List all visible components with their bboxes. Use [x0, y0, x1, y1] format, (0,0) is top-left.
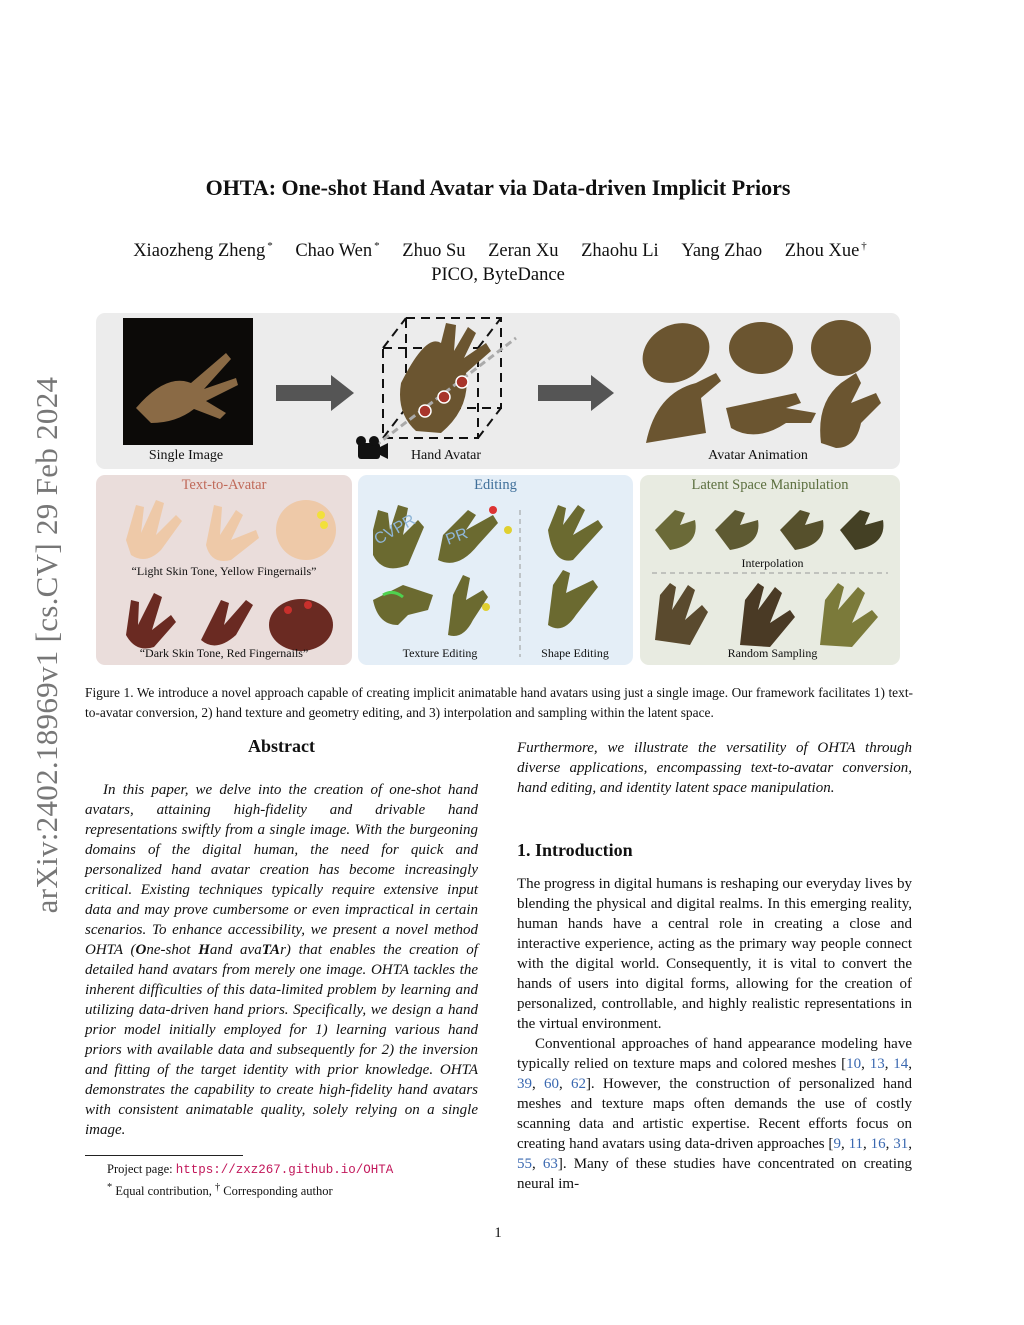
citation-link[interactable]: 16: [870, 1136, 886, 1152]
citation-link[interactable]: 13: [869, 1056, 885, 1072]
page-number: 1: [494, 1225, 502, 1241]
arxiv-sidebar: [18, 355, 76, 935]
citation-link[interactable]: 11: [848, 1136, 864, 1152]
intro-body: [517, 874, 912, 1194]
label-hand-avatar: Hand Avatar: [410, 448, 482, 463]
keypoint-dot: [438, 391, 450, 403]
citation-link[interactable]: 39: [517, 1076, 532, 1092]
author: Chao Wen *: [295, 240, 380, 261]
arrow-right-icon: [276, 375, 354, 411]
footnote: Project page: https://zxz267.github.io/OHTA * Equal contribution, † Corresponding author: [107, 1162, 394, 1199]
label-interpolation: Interpolation: [741, 556, 804, 570]
arrow-right-icon: [538, 375, 614, 411]
intro-heading: 1. Introduction: [517, 840, 633, 860]
label-shape-editing: Shape Editing: [541, 646, 609, 660]
keypoint-dot: [419, 405, 431, 417]
label-texture-editing: Texture Editing: [402, 646, 478, 660]
citation-link[interactable]: 14: [893, 1056, 909, 1072]
citation-link[interactable]: 10: [846, 1056, 862, 1072]
intro-paragraph-1: The progress in digital humans is reshaping our everyday lives by blending the physical and digital realms. In this emerging reality, human hands have a central role in creating a close and interactive experience, acting as the primary way people connect with the digital world. Consequently, it is vital to convert the hands of users into digital forms, allowing for the creation of personalized, controllable, and highly realistic representations in the virtual environment.: [517, 876, 912, 1032]
author: Zhuo Su: [402, 241, 466, 261]
author: Zhou Xue †: [784, 240, 867, 261]
author: Zhaohu Li: [581, 241, 659, 261]
citation-link[interactable]: 9: [833, 1136, 841, 1152]
project-link[interactable]: https://zxz267.github.io/OHTA: [175, 1163, 394, 1177]
text-to-avatar-title: Text-to-Avatar: [181, 477, 267, 493]
author: Zeran Xu: [488, 241, 559, 261]
editing-title: Editing: [474, 477, 517, 493]
label-avatar-animation: Avatar Animation: [708, 448, 808, 463]
author-list: [0, 240, 1000, 262]
citation-link[interactable]: 60: [543, 1076, 559, 1092]
keypoint-dot: [456, 376, 468, 388]
arxiv-id: arXiv:2402.18969v1 [cs.CV] 29 Feb 2024: [29, 376, 64, 914]
avatar-animation-hands: [632, 313, 881, 448]
citation-link[interactable]: 31: [893, 1136, 909, 1152]
prompt-light: “Light Skin Tone, Yellow Fingernails”: [131, 564, 317, 578]
author: Yang Zhao: [681, 241, 763, 261]
label-single-image: Single Image: [148, 448, 224, 463]
citation-link[interactable]: 62: [570, 1076, 586, 1092]
citation-link[interactable]: 55: [517, 1156, 532, 1172]
figure-caption: Figure 1. We introduce a novel approach capable of creating implicit animatable hand avatars using just a single image. Our framework facilitates 1) text-to-avatar conversion, 2) hand texture and geometry editing, and 3) interpolation and sampling within the latent space.: [85, 685, 913, 720]
abstract-heading: Abstract: [248, 736, 315, 756]
label-random-sampling: Random Sampling: [727, 646, 818, 660]
figure-top-graphics: [96, 313, 900, 469]
prompt-dark: “Dark Skin Tone, Red Fingernails”: [139, 646, 309, 660]
latent-title: Latent Space Manipulation: [691, 477, 849, 493]
intro-paragraph-2: Conventional approaches of hand appearance modeling have typically relied on texture maps and colored meshes [10, 13, 14, 39, 60, 62]. However, the construction of personalized hand meshes and texture maps often demands the use of costly scanning data and artistic expertise. Recent efforts focus on creating hand avatars using data-driven approaches [9, 11, 16, 31, 55, 63]. Many of these studies have concentrated on creating neural im-: [517, 1036, 913, 1192]
author: Xiaozheng Zheng *: [133, 240, 273, 261]
footnote-rule: [85, 1155, 243, 1156]
paper-title: OHTA: One-shot Hand Avatar via Data-driven Implicit Priors: [205, 175, 791, 200]
abstract-continued: Furthermore, we illustrate the versatility of OHTA through diverse applications, encompassing text-to-avatar conversion, hand editing, and identity latent space manipulation.: [517, 740, 912, 796]
texture-word: CVPR: [371, 511, 419, 549]
citation-link[interactable]: 63: [542, 1156, 558, 1172]
abstract-body: In this paper, we delve into the creation of one-shot hand avatars, attaining high-fidelity and drivable hand representations swiftly from a single image. With the burgeoning domains of the digital human, the need for quick and personalized hand avatar creation has become increasingly critical. Existing techniques typically require extensive input data and may prove cumbersome or even impractical in certain scenarios. To enhance accessibility, we present a novel method OHTA (One-shot Hand avaTAr) that enables the creation of detailed hand avatars from merely one image. OHTA tackles the inherent difficulties of this data-limited problem by learning and utilizing data-driven hand priors. Specifically, we design a hand prior model initially employed for 1) learning various hand priors with available data and subsequently for 2) the inversion and fitting of the target identity with prior knowledge. OHTA demonstrates the capability to create high-fidelity hand avatars with consistent animatable quality, solely relying on a single image.: [85, 782, 478, 1138]
editing-hands: [358, 475, 633, 665]
texture-word: PR: [443, 525, 471, 549]
affiliation: PICO, ByteDance: [431, 265, 565, 285]
